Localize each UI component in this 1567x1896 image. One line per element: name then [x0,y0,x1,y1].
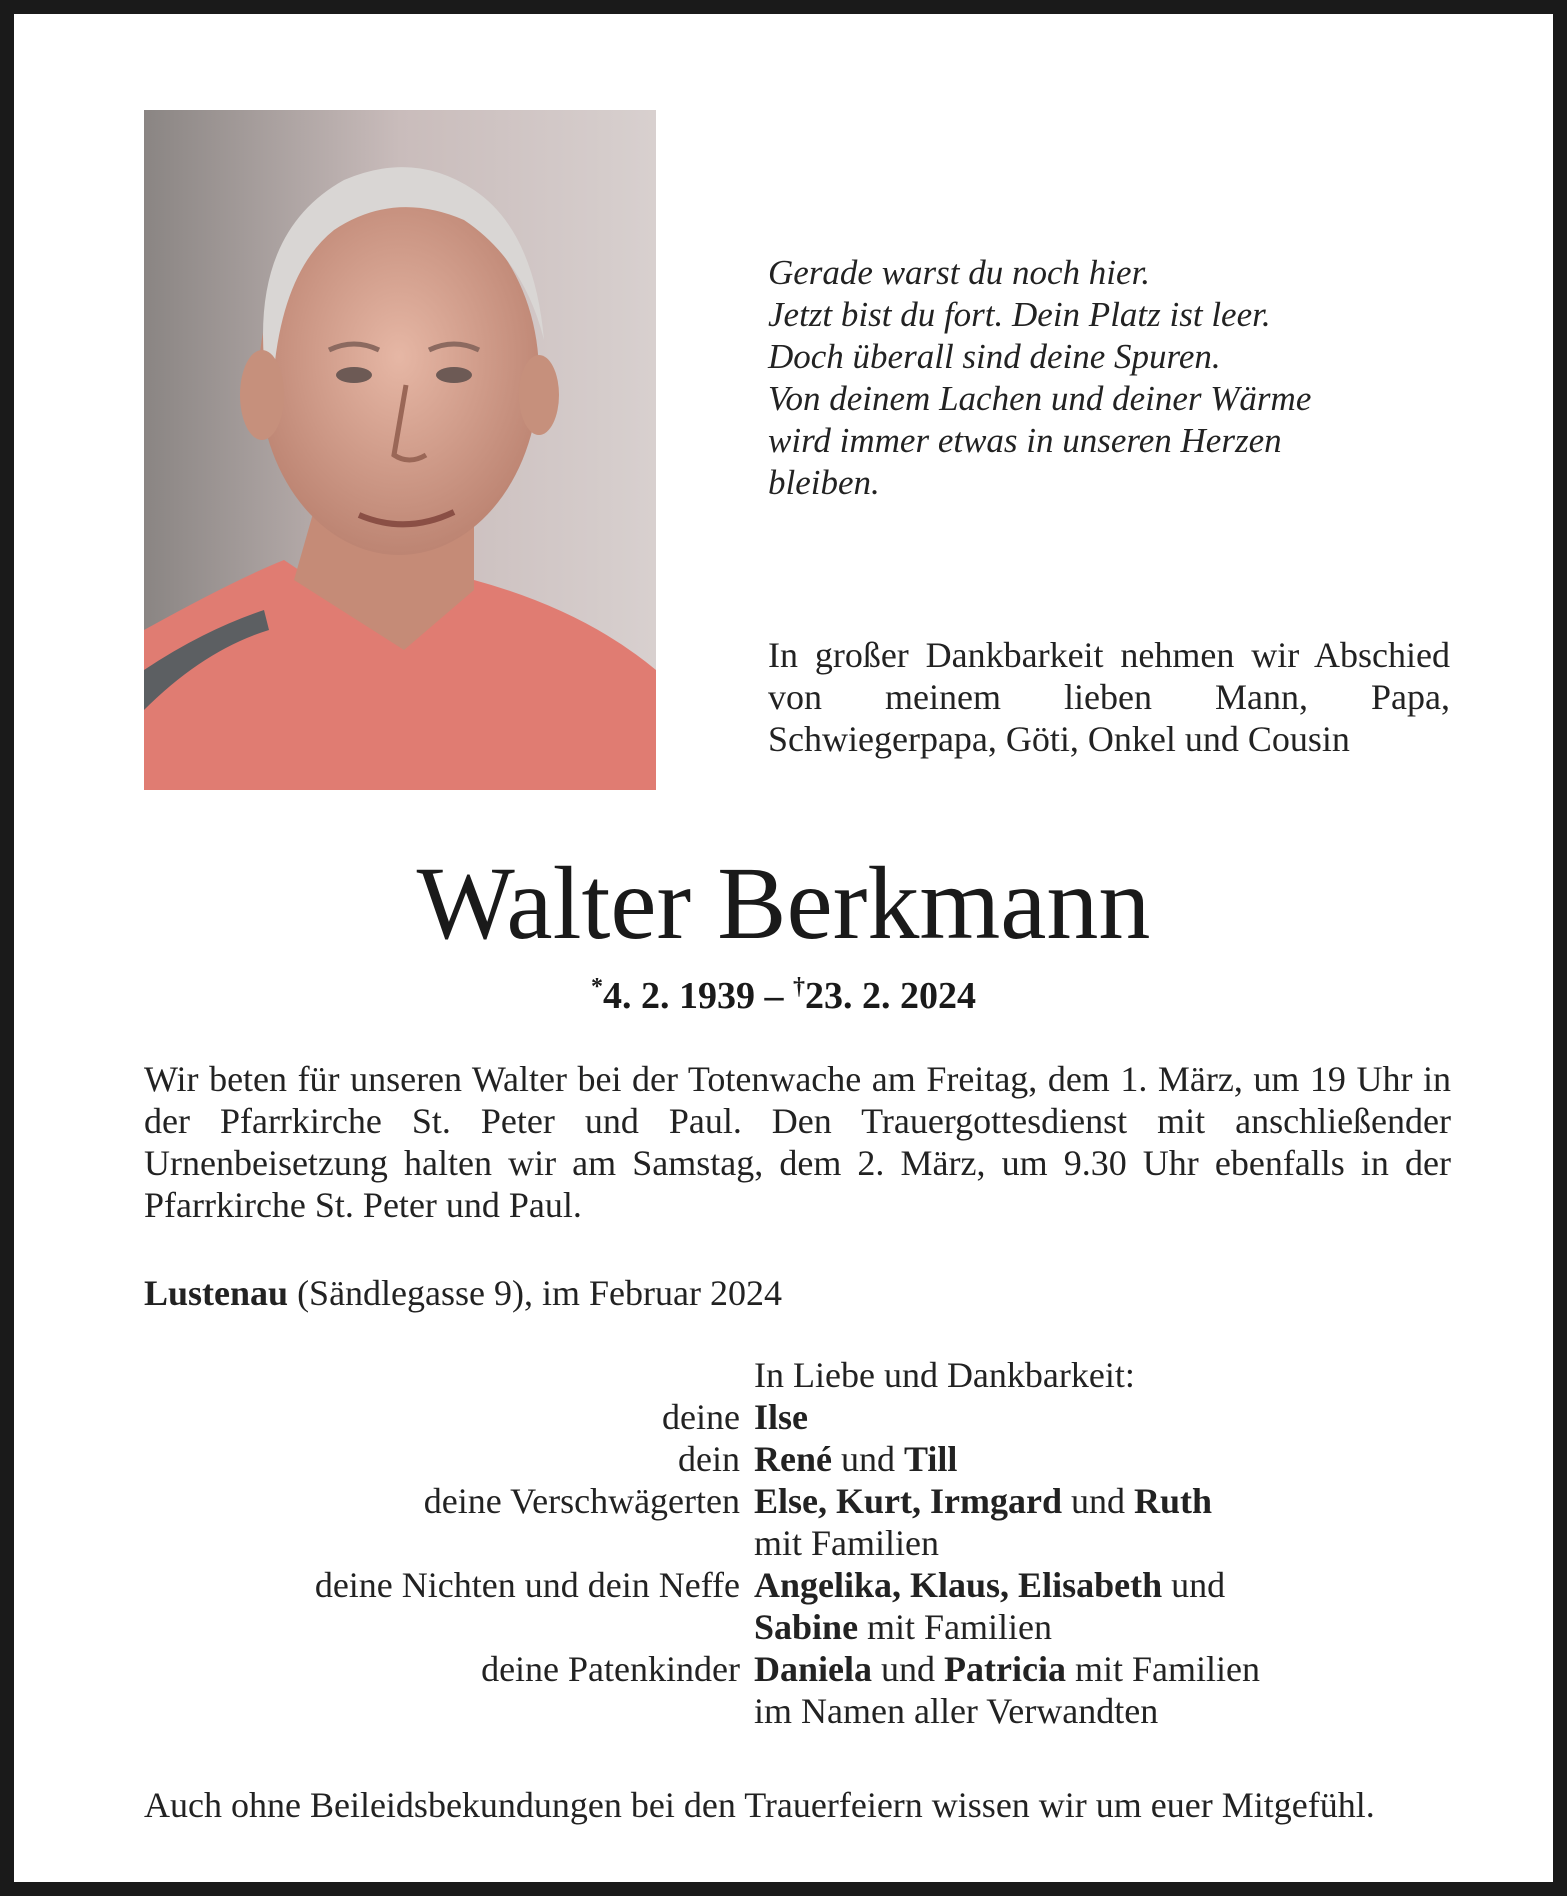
poem-line: Doch überall sind deine Spuren. [768,337,1221,376]
mourner-name: Patricia [944,1649,1066,1689]
mourners-heading: In Liebe und Dankbarkeit: [754,1355,1135,1395]
poem-line: Gerade warst du noch hier. [768,253,1151,292]
mourner-row-continuation: im Namen aller Verwandten [754,1691,1159,1731]
place-and-date [144,1272,1144,1314]
memorial-poem [768,252,1468,504]
poem-line: Von deinem Lachen und deiner Wärme [768,379,1312,418]
mourner-name: Sabine [754,1607,859,1647]
farewell-intro: In großer Dankbarkeit nehmen wir Abschied von meinem lieben Mann, Papa, Schwiegerpapa, Göti, Onkel und Cousin [768,635,1450,759]
poem-line: Jetzt bist du fort. Dein Platz ist leer. [768,295,1271,334]
service-announcement: Wir beten für unseren Walter bei der Totenwache am Freitag, dem 1. März, um 19 Uhr in der Pfarrkirche St. Peter und Paul. Den Trauergottesdienst mit anschließender Urnenbeisetzung halten wir am Samstag, dem 2. März, um 9.30 Uhr ebenfalls in der Pfarrkirche St. Peter und Paul. [144,1059,1451,1225]
address-and-month: (Sändlegasse 9), im Februar 2024 [288,1273,782,1313]
mourner-row: dein René und Till [144,1438,1451,1480]
birth-star-mark: * [591,974,603,1000]
mourner-row: deine Verschwägerten Else, Kurt, Irmgard und Ruth [144,1480,1451,1522]
town-name: Lustenau [144,1273,289,1313]
death-cross-mark: † [793,974,805,1000]
mourners-list [144,1354,1451,1732]
mourner-name: Angelika, Klaus, Elisabeth [754,1565,1163,1605]
mourner-row [144,1396,1451,1438]
portrait-illustration [144,110,656,790]
relation-label: deine Patenkinder [481,1649,740,1689]
deceased-name: Walter Berkmann [416,846,1151,961]
mourner-name: Else, Kurt, Irmgard [754,1481,1062,1521]
mourner-name: Ilse [754,1397,808,1437]
relation-label: deine [662,1397,740,1437]
mourner-name: René [754,1439,832,1479]
mourner-name: Ruth [1133,1481,1212,1521]
portrait-photo [144,110,656,790]
mourner-row-continuation: Sabine mit Familien [754,1607,1053,1647]
relation-label: deine Nichten und dein Neffe [314,1565,740,1605]
life-dates [14,974,1553,1018]
relation-label: deine Verschwägerten [423,1481,740,1521]
date-dash: – [755,975,793,1017]
poem-line: wird immer etwas in unseren Herzen [768,421,1282,460]
poem-line: bleiben. [768,463,880,502]
mourners-heading-row [144,1354,1451,1396]
mourner-name: Till [903,1439,958,1479]
relation-label: dein [678,1439,740,1479]
closing-note: Auch ohne Beileidsbekundungen bei den Trauerfeiern wissen wir um euer Mitgefühl. [144,1785,1375,1825]
birth-date: 4. 2. 1939 [603,975,755,1017]
mourner-row: deine Patenkinder Daniela und Patricia mit Familien [144,1648,1451,1690]
mourner-row: deine Nichten und dein Neffe Angelika, Klaus, Elisabeth und [144,1564,1451,1606]
mourner-row-continuation: mit Familien [754,1523,939,1563]
death-date: 23. 2. 2024 [805,975,976,1017]
mourner-name: Daniela [754,1649,873,1689]
